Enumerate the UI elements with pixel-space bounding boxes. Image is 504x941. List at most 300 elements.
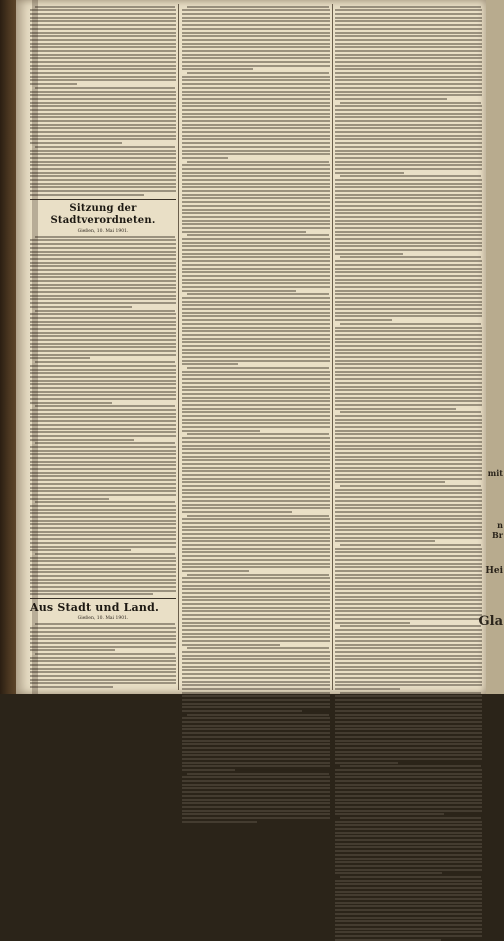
text-line — [335, 430, 482, 432]
text-line — [30, 590, 176, 592]
text-line — [30, 254, 176, 256]
text-line — [335, 736, 482, 738]
text-line — [340, 625, 481, 627]
text-paragraph — [30, 405, 176, 440]
text-line — [182, 371, 330, 373]
text-line — [30, 153, 176, 155]
text-line — [182, 787, 330, 789]
text-line — [335, 179, 482, 181]
text-line — [30, 472, 176, 474]
text-line — [335, 138, 482, 140]
text-line — [335, 824, 482, 826]
text-line — [335, 526, 482, 528]
text-line — [30, 273, 176, 275]
text-line — [30, 168, 176, 170]
text-line — [335, 787, 482, 789]
text-line — [182, 426, 330, 428]
text-line — [182, 677, 330, 679]
text-paragraph — [335, 256, 482, 321]
text-line — [182, 79, 330, 81]
text-line — [335, 839, 482, 841]
text-line — [335, 504, 482, 506]
text-line — [335, 445, 482, 447]
text-line — [182, 116, 330, 118]
text-line — [30, 457, 176, 459]
text-line — [182, 740, 330, 742]
text-line — [335, 61, 482, 63]
text-line — [335, 747, 482, 749]
text-line — [182, 242, 330, 244]
text-line — [182, 286, 330, 288]
text-line — [35, 501, 175, 503]
text-line — [335, 699, 482, 701]
text-line — [182, 304, 330, 306]
text-line — [182, 633, 330, 635]
text-line — [335, 197, 482, 199]
text-line — [335, 507, 482, 509]
text-line — [335, 920, 482, 922]
text-line — [182, 419, 330, 421]
text-line — [335, 345, 482, 347]
text-line — [30, 13, 176, 15]
text-line — [335, 315, 482, 317]
text-line — [182, 61, 330, 63]
text-paragraph — [182, 773, 330, 823]
text-line — [335, 91, 482, 93]
column-2 — [182, 4, 330, 690]
text-line — [182, 544, 330, 546]
text-line — [30, 164, 176, 166]
text-line — [30, 483, 176, 485]
text-line — [182, 212, 330, 214]
text-line — [335, 382, 482, 384]
text-line — [182, 813, 330, 815]
text-line — [30, 439, 134, 441]
text-line — [182, 688, 330, 690]
text-paragraph — [182, 647, 330, 712]
text-line — [30, 668, 176, 670]
text-line — [335, 658, 482, 660]
text-line — [30, 428, 176, 430]
text-line — [335, 599, 482, 601]
text-line — [335, 810, 482, 812]
text-line — [182, 57, 330, 59]
text-line — [182, 422, 330, 424]
text-line — [335, 297, 482, 299]
text-line — [335, 717, 482, 719]
text-line — [30, 671, 176, 673]
text-line — [182, 386, 330, 388]
text-line — [30, 394, 176, 396]
text-line — [182, 728, 330, 730]
text-line — [335, 633, 482, 635]
text-line — [335, 448, 482, 450]
text-line — [335, 24, 482, 26]
text-line — [335, 931, 482, 933]
text-line — [182, 157, 228, 159]
text-line — [30, 487, 176, 489]
text-line — [335, 28, 482, 30]
text-line — [182, 341, 330, 343]
text-line — [335, 242, 482, 244]
text-line — [335, 913, 482, 915]
text-line — [182, 260, 330, 262]
text-line — [335, 577, 482, 579]
text-line — [182, 120, 330, 122]
text-line — [30, 534, 176, 536]
text-line — [30, 383, 176, 385]
text-line — [30, 468, 176, 470]
text-line — [30, 194, 144, 196]
text-line — [335, 131, 482, 133]
text-line — [182, 644, 280, 646]
text-line — [30, 265, 176, 267]
text-line — [335, 190, 482, 192]
text-line — [30, 287, 176, 289]
text-line — [30, 372, 176, 374]
text-line — [182, 327, 330, 329]
text-paragraph — [335, 411, 482, 483]
text-line — [182, 223, 330, 225]
text-line — [335, 706, 482, 708]
text-line — [182, 474, 330, 476]
text-line — [30, 239, 176, 241]
text-line — [35, 236, 175, 238]
text-line — [335, 751, 482, 753]
text-paragraph — [335, 323, 482, 410]
text-line — [335, 374, 482, 376]
text-line — [30, 631, 176, 633]
text-line — [335, 456, 482, 458]
text-line — [30, 369, 176, 371]
text-line — [182, 489, 330, 491]
text-paragraph — [30, 87, 176, 144]
text-line — [35, 310, 175, 312]
text-line — [335, 120, 482, 122]
text-paragraph — [335, 102, 482, 174]
text-line — [335, 850, 482, 852]
text-line — [182, 268, 330, 270]
text-line — [35, 405, 175, 407]
text-line — [182, 271, 330, 273]
text-line — [182, 802, 330, 804]
text-line — [335, 846, 482, 848]
text-line — [182, 131, 330, 133]
text-line — [335, 806, 482, 808]
text-line — [335, 371, 482, 373]
text-line — [30, 251, 176, 253]
text-line — [335, 20, 482, 22]
text-line — [182, 35, 330, 37]
text-line — [30, 657, 176, 659]
text-line — [182, 13, 330, 15]
text-line — [30, 560, 176, 562]
text-line — [30, 512, 176, 514]
text-line — [30, 335, 176, 337]
text-line — [30, 116, 176, 118]
text-line — [187, 773, 329, 775]
text-paragraph — [30, 623, 176, 651]
text-line — [30, 313, 176, 315]
text-line — [335, 710, 482, 712]
text-line — [30, 376, 176, 378]
text-line — [182, 301, 330, 303]
text-line — [340, 256, 481, 258]
text-line — [187, 433, 329, 435]
text-line — [335, 551, 482, 553]
text-line — [335, 9, 482, 11]
text-line — [30, 39, 176, 41]
text-line — [187, 234, 329, 236]
text-line — [335, 238, 482, 240]
text-line — [182, 179, 330, 181]
text-line — [335, 330, 482, 332]
text-line — [182, 732, 330, 734]
text-line — [335, 338, 482, 340]
text-line — [30, 435, 176, 437]
text-line — [30, 50, 176, 52]
text-line — [182, 404, 330, 406]
text-line — [30, 94, 176, 96]
text-line — [182, 175, 330, 177]
text-line — [335, 116, 482, 118]
text-line — [335, 422, 482, 424]
text-line — [182, 393, 330, 395]
text-line — [335, 212, 482, 214]
text-line — [30, 109, 176, 111]
text-line — [187, 714, 329, 716]
text-line — [335, 607, 482, 609]
text-line — [335, 666, 482, 668]
text-line — [335, 437, 482, 439]
text-line — [182, 618, 330, 620]
text-line — [335, 234, 482, 236]
text-line — [335, 548, 482, 550]
text-line — [335, 46, 482, 48]
text-line — [335, 39, 482, 41]
text-line — [30, 582, 176, 584]
text-line — [182, 356, 330, 358]
text-line — [182, 65, 330, 67]
text-line — [182, 607, 330, 609]
text-line — [335, 94, 482, 96]
text-line — [30, 28, 176, 30]
text-line — [335, 563, 482, 565]
text-line — [30, 269, 176, 271]
text-line — [30, 416, 176, 418]
text-line — [182, 588, 330, 590]
text-line — [335, 732, 482, 734]
text-line — [182, 20, 330, 22]
edge-fragment-3: Hei — [485, 566, 503, 576]
text-line — [182, 577, 330, 579]
text-line — [187, 367, 329, 369]
text-line — [182, 470, 330, 472]
text-line — [335, 172, 404, 174]
text-line — [335, 640, 482, 642]
text-line — [182, 599, 330, 601]
text-line — [335, 397, 482, 399]
text-line — [335, 776, 482, 778]
text-line — [182, 87, 330, 89]
text-line — [335, 596, 482, 598]
text-line — [335, 743, 482, 745]
text-line — [335, 216, 482, 218]
text-line — [335, 939, 441, 941]
text-line — [335, 673, 482, 675]
sitzung-dateline: Gießen, 10. Mai 1901. — [77, 228, 129, 234]
section-divider — [30, 199, 176, 200]
text-line — [182, 330, 330, 332]
text-line — [182, 231, 306, 233]
text-line — [30, 298, 176, 300]
text-line — [182, 68, 253, 70]
text-line — [335, 83, 482, 85]
text-line — [182, 655, 330, 657]
text-line — [182, 511, 292, 513]
text-line — [335, 861, 482, 863]
text-line — [182, 308, 330, 310]
text-line — [335, 795, 482, 797]
text-line — [35, 623, 175, 625]
text-line — [335, 872, 442, 874]
text-line — [335, 928, 482, 930]
text-paragraph — [182, 234, 330, 291]
text-line — [182, 282, 330, 284]
text-line — [182, 138, 330, 140]
text-paragraph — [30, 442, 176, 499]
text-paragraph — [335, 817, 482, 874]
column-rule-2 — [332, 4, 333, 690]
text-line — [335, 540, 435, 542]
text-line — [182, 91, 330, 93]
text-line — [335, 500, 482, 502]
edge-fragment-4: Gla — [478, 614, 503, 629]
text-line — [335, 917, 482, 919]
text-line — [182, 533, 330, 535]
text-paragraph — [182, 515, 330, 572]
text-paragraph — [182, 574, 330, 646]
text-line — [182, 415, 330, 417]
text-line — [335, 474, 482, 476]
text-line — [182, 625, 330, 627]
text-line — [182, 622, 330, 624]
text-line — [182, 113, 330, 115]
text-paragraph — [30, 146, 176, 196]
text-line — [335, 566, 482, 568]
text-line — [30, 571, 176, 573]
text-line — [182, 408, 330, 410]
text-paragraph — [335, 765, 482, 815]
text-line — [30, 420, 176, 422]
text-line — [182, 821, 257, 823]
text-line — [335, 924, 482, 926]
text-line — [182, 581, 330, 583]
text-line — [30, 61, 176, 63]
text-line — [30, 302, 176, 304]
text-line — [182, 651, 330, 653]
text-line — [30, 102, 176, 104]
text-line — [182, 791, 330, 793]
text-line — [335, 762, 398, 764]
text-line — [182, 563, 330, 565]
text-line — [187, 6, 329, 8]
text-line — [182, 566, 330, 568]
text-line — [182, 492, 330, 494]
text-line — [335, 363, 482, 365]
text-line — [35, 6, 175, 8]
text-line — [30, 20, 176, 22]
text-line — [182, 507, 330, 509]
text-line — [335, 511, 482, 513]
text-line — [335, 651, 482, 653]
text-line — [182, 459, 330, 461]
text-line — [335, 275, 482, 277]
text-line — [340, 544, 481, 546]
text-line — [30, 138, 176, 140]
text-line — [182, 227, 330, 229]
text-line — [182, 146, 330, 148]
text-paragraph — [335, 6, 482, 100]
text-line — [187, 293, 329, 295]
text-line — [182, 747, 330, 749]
text-line — [182, 555, 330, 557]
sitzung-heading: Sitzung der Stadtverordneten. — [50, 202, 156, 226]
text-line — [182, 452, 330, 454]
text-paragraph — [335, 876, 482, 941]
text-line — [182, 817, 330, 819]
text-line — [340, 102, 481, 104]
text-line — [30, 328, 176, 330]
text-paragraph — [30, 553, 176, 596]
text-line — [335, 109, 482, 111]
text-line — [182, 76, 330, 78]
text-line — [335, 677, 482, 679]
text-line — [335, 555, 482, 557]
text-paragraph — [30, 361, 176, 404]
text-line — [335, 515, 482, 517]
text-line — [335, 574, 482, 576]
text-line — [335, 341, 482, 343]
text-line — [30, 175, 176, 177]
text-line — [340, 876, 481, 878]
text-line — [182, 98, 330, 100]
column-1 — [30, 4, 176, 690]
text-line — [182, 400, 330, 402]
text-paragraph — [30, 310, 176, 360]
text-line — [335, 459, 482, 461]
text-line — [30, 646, 176, 648]
text-line — [335, 754, 482, 756]
text-line — [335, 681, 482, 683]
text-line — [335, 529, 482, 531]
text-line — [182, 17, 330, 19]
text-line — [182, 83, 330, 85]
text-paragraph — [182, 714, 330, 771]
text-line — [182, 703, 330, 705]
text-line — [182, 245, 330, 247]
text-line — [335, 891, 482, 893]
text-line — [30, 46, 176, 48]
text-line — [182, 504, 330, 506]
text-line — [182, 360, 330, 362]
text-line — [30, 324, 176, 326]
text-paragraph — [182, 433, 330, 512]
text-line — [335, 865, 482, 867]
text-line — [335, 813, 444, 815]
text-line — [335, 393, 482, 395]
text-line — [335, 740, 482, 742]
